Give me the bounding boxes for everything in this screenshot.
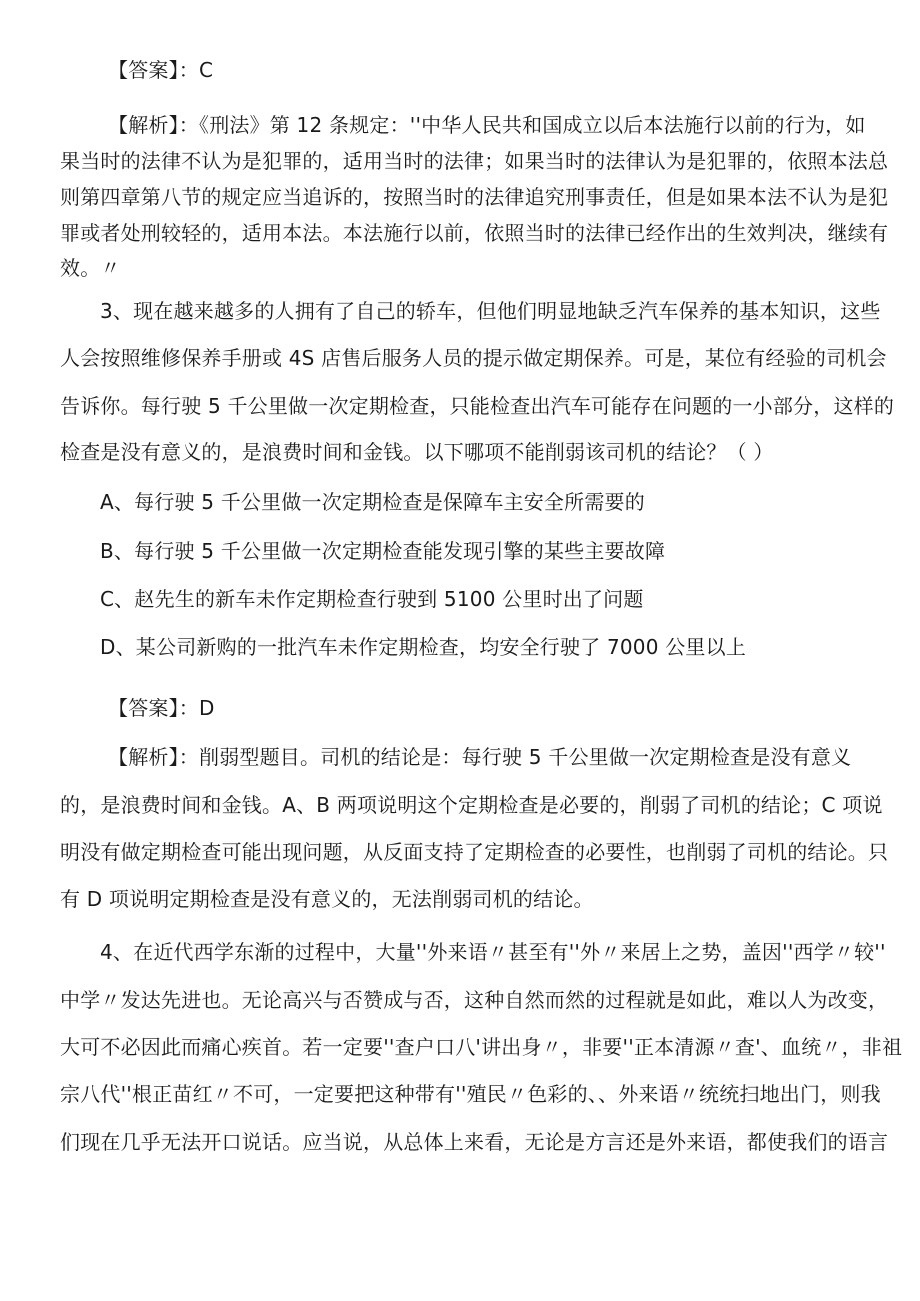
option-b: B、每行驶 5 千公里做一次定期检查能发现引擎的某些主要故障 (100, 539, 666, 563)
analysis-1-line-2: 果当时的法律不认为是犯罪的，适用当时的法律；如果当时的法律认为是犯罪的，依照本法总 (60, 149, 889, 173)
question-4-line-1: 4、在近代西学东渐的过程中，大量''外来语〃甚至有''外〃来居上之势，盖因''西学〃较'' (100, 940, 886, 964)
answer-1: 【答案】：C (108, 58, 214, 82)
question-4-line-3: 大可不必因此而痛心疾首。若一定要''查户口八'讲出身〃，非要''正本清源〃查'、血统〃，非祖 (60, 1035, 903, 1059)
option-a: A、每行驶 5 千公里做一次定期检查是保障车主安全所需要的 (100, 490, 645, 514)
analysis-1-line-1: 【解析】：《刑法》第 12 条规定：''中华人民共和国成立以后本法施行以前的行为，如 (108, 113, 866, 137)
question-4-line-4: 宗八代''根正苗红〃不可，一定要把这种带有''殖民〃色彩的、、外来语〃统统扫地出门，则我 (60, 1082, 881, 1106)
question-3-line-2: 人会按照维修保养手册或 4S 店售后服务人员的提示做定期保养。可是，某位有经验的司机会 (60, 346, 887, 370)
question-4-line-5: 们现在几乎无法开口说话。应当说，从总体上来看，无论是方言还是外来语，都使我们的语言 (60, 1130, 889, 1154)
option-c: C、赵先生的新车未作定期检查行驶到 5100 公里时出了问题 (100, 587, 644, 611)
analysis-1-line-5: 效。〃 (60, 256, 121, 280)
analysis-1-line-4: 罪或者处刑较轻的，适用本法。本法施行以前，依照当时的法律已经作出的生效判决，继续有 (60, 221, 889, 245)
question-3-line-3: 告诉你。每行驶 5 千公里做一次定期检查，只能检查出汽车可能存在问题的一小部分，这样的 (60, 394, 895, 418)
option-d: D、某公司新购的一批汽车未作定期检查，均安全行驶了 7000 公里以上 (100, 635, 747, 659)
question-4-line-2: 中学〃发达先进也。无论高兴与否赞成与否，这种自然而然的过程就是如此，难以人为改变， (60, 988, 889, 1012)
analysis-2-line-2: 的，是浪费时间和金钱。A、B 两项说明这个定期检查是必要的，削弱了司机的结论；C 项说 (60, 793, 883, 817)
analysis-2-line-4: 有 D 项说明定期检查是没有意义的，无法削弱司机的结论。 (60, 887, 594, 911)
analysis-2-line-3: 明没有做定期检查可能出现问题，从反面支持了定期检查的必要性，也削弱了司机的结论。只 (60, 840, 889, 864)
analysis-1-line-3: 则第四章第八节的规定应当追诉的，按照当时的法律追究刑事责任，但是如果本法不认为是犯 (60, 185, 889, 209)
answer-2: 【答案】：D (108, 696, 215, 720)
question-3-line-1: 3、现在越来越多的人拥有了自己的轿车，但他们明显地缺乏汽车保养的基本知识，这些 (100, 299, 881, 323)
question-3-line-4: 检查是没有意义的，是浪费时间和金钱。以下哪项不能削弱该司机的结论？（ ） (60, 440, 774, 464)
analysis-2-line-1: 【解析】：削弱型题目。司机的结论是：每行驶 5 千公里做一次定期检查是没有意义 (108, 745, 852, 769)
